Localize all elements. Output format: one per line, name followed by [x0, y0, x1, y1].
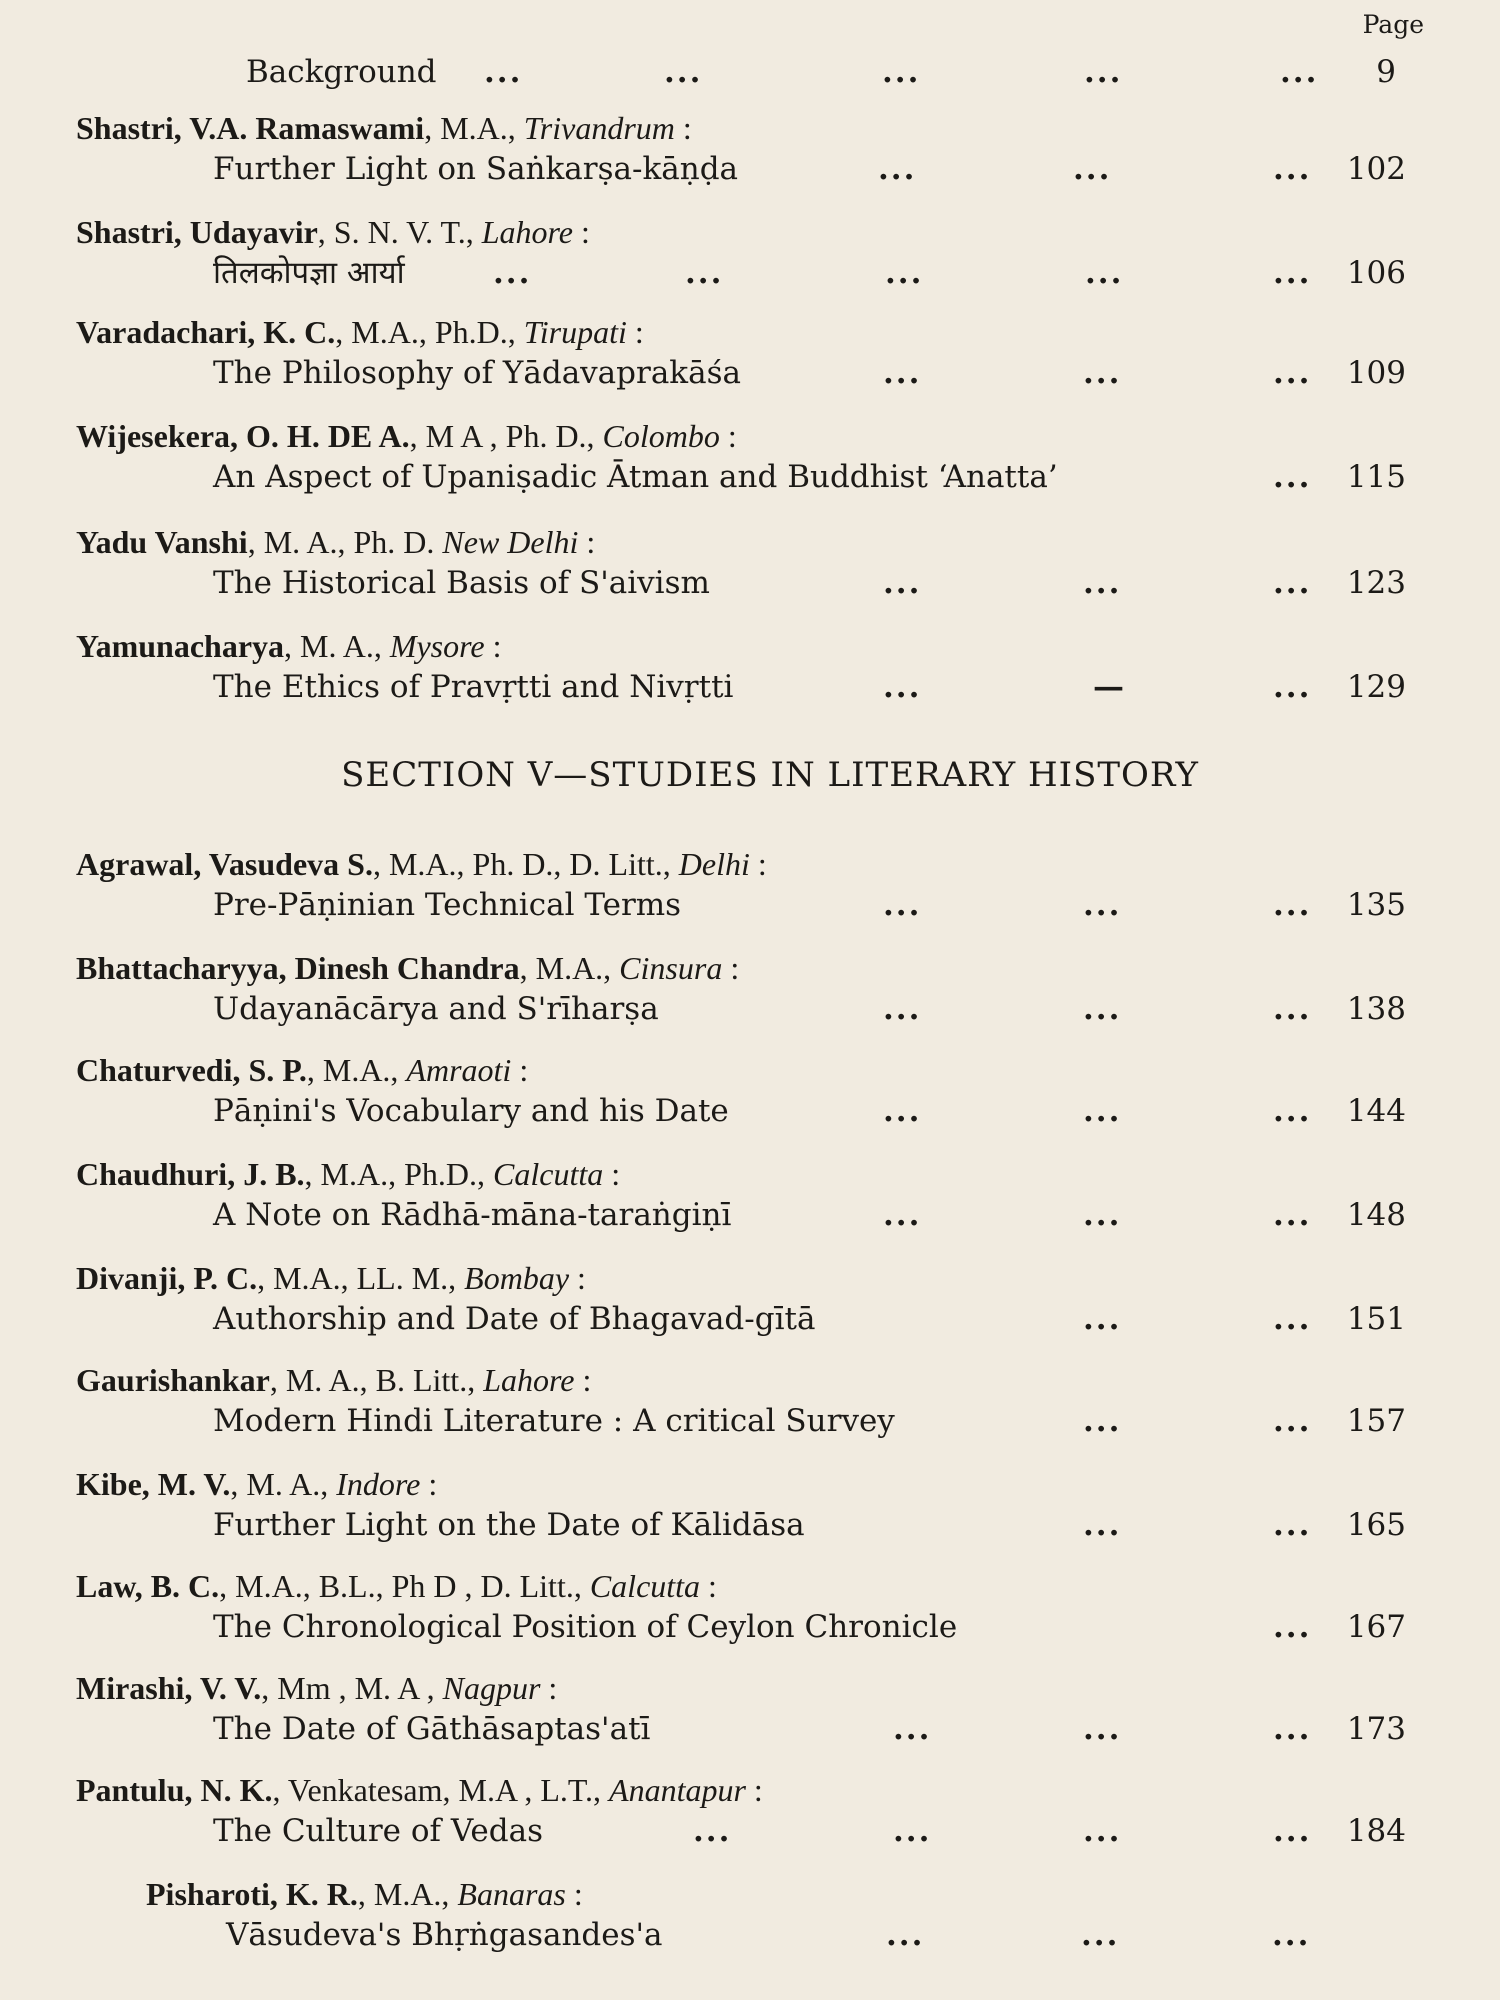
- leader-dots: ...: [883, 1197, 922, 1233]
- entry-title: The Culture of Vedas: [213, 1813, 543, 1849]
- author-qualifications: , S. N. V. T.,: [317, 214, 482, 250]
- author-line: Kibe, M. V., M. A., Indore :: [76, 1466, 438, 1502]
- leader-dots: ...: [693, 1813, 732, 1849]
- leader-dots: ...: [1273, 1609, 1312, 1645]
- author-line: Shastri, V.A. Ramaswami, M.A., Trivandrum :: [76, 110, 692, 146]
- author-line: Mirashi, V. V., Mm , M. A , Nagpur :: [76, 1670, 558, 1706]
- author-qualifications: , M. A., Ph. D.: [247, 524, 443, 560]
- page-number: 165: [1346, 1507, 1406, 1543]
- author-line: Gaurishankar, M. A., B. Litt., Lahore :: [76, 1362, 592, 1398]
- leader-dots: ...: [664, 54, 703, 90]
- author-line: Law, B. C., M.A., B.L., Ph D , D. Litt., Calcutta :: [76, 1568, 717, 1604]
- leader-dots: ...: [1083, 1093, 1122, 1129]
- page-column-label: Page: [1362, 10, 1424, 39]
- leader-dots: ...: [882, 54, 921, 90]
- section-heading: SECTION V—STUDIES IN LITERARY HISTORY: [341, 755, 1199, 795]
- toc-entry-background[interactable]: [246, 52, 1396, 92]
- entry-title: तिलकोपज्ञा आर्या: [213, 255, 405, 291]
- entry-title: A Note on Rādhā-māna-taraṅgiṇī: [213, 1197, 732, 1233]
- author-place: Tirupati: [523, 314, 627, 350]
- page-number: 173: [1346, 1711, 1406, 1747]
- author-place: Lahore: [483, 1362, 575, 1398]
- leader-dots: ...: [878, 151, 917, 187]
- toc-entry[interactable]: [76, 1668, 1406, 1750]
- leader-dots: ...: [883, 1093, 922, 1129]
- author-line: Divanji, P. C., M.A., LL. M., Bombay :: [76, 1260, 586, 1296]
- entry-title: Authorship and Date of Bhagavad-gītā: [213, 1301, 816, 1337]
- entry-title: The Ethics of Pravṛtti and Nivṛtti: [213, 669, 734, 705]
- author-name: Pisharoti, K. R.: [146, 1876, 358, 1912]
- page-number: 123: [1346, 565, 1406, 601]
- toc-entry[interactable]: [76, 1050, 1406, 1132]
- author-name: Mirashi, V. V.: [76, 1670, 262, 1706]
- entry-title: Modern Hindi Literature : A critical Survey: [213, 1403, 895, 1439]
- toc-entry[interactable]: [76, 1464, 1406, 1546]
- author-qualifications: , Venkatesam, M.A , L.T.,: [272, 1772, 610, 1808]
- toc-entry[interactable]: [76, 108, 1406, 190]
- page-number: 184: [1346, 1813, 1406, 1849]
- leader-dots: ...: [1273, 459, 1312, 495]
- entry-title: Further Light on the Date of Kālidāsa: [213, 1507, 805, 1543]
- author-place: Anantapur: [609, 1772, 746, 1808]
- author-name: Kibe, M. V.: [76, 1466, 231, 1502]
- author-qualifications: , M.A.,: [306, 1052, 407, 1088]
- entry-title: The Philosophy of Yādavaprakāśa: [213, 355, 741, 391]
- leader-dots: ...: [1273, 991, 1312, 1027]
- leader-dots: ...: [883, 887, 922, 923]
- page-number: 151: [1346, 1301, 1406, 1337]
- author-line: Shastri, Udayavir, S. N. V. T., Lahore :: [76, 214, 590, 250]
- author-qualifications: , M A , Ph. D.,: [409, 418, 603, 454]
- toc-entry[interactable]: [76, 312, 1406, 394]
- author-name: Gaurishankar: [76, 1362, 270, 1398]
- leader-dots: ...: [1280, 54, 1319, 90]
- entry-title: Udayanācārya and S'rīharṣa: [213, 991, 659, 1027]
- leader-dots: ...: [885, 255, 924, 291]
- author-qualifications: , M. A.,: [230, 1466, 337, 1502]
- author-name: Pantulu, N. K.: [76, 1772, 273, 1808]
- leader-dots: ...: [1083, 1403, 1122, 1439]
- entry-title: The Chronological Position of Ceylon Chronicle: [213, 1609, 958, 1645]
- author-place: Indore: [336, 1466, 421, 1502]
- author-qualifications: , Mm , M. A ,: [261, 1670, 443, 1706]
- leader-dots: ...: [1073, 151, 1112, 187]
- page-number: 106: [1346, 255, 1406, 291]
- page-number: 138: [1346, 991, 1406, 1027]
- leader-dots: ...: [1085, 255, 1124, 291]
- leader-dots: ...: [1083, 1301, 1122, 1337]
- leader-dots: ...: [1273, 669, 1312, 705]
- leader-dots: ...: [1084, 54, 1123, 90]
- author-qualifications: , M.A., Ph.D.,: [335, 314, 524, 350]
- author-line: Chaturvedi, S. P., M.A., Amraoti :: [76, 1052, 529, 1088]
- page-number: 115: [1346, 459, 1406, 495]
- author-place: Trivandrum: [523, 110, 675, 146]
- author-place: Delhi: [678, 846, 750, 882]
- leader-dots: ...: [685, 255, 724, 291]
- author-line: Yadu Vanshi, M. A., Ph. D. New Delhi :: [76, 524, 596, 560]
- author-place: Bombay: [464, 1260, 570, 1296]
- author-qualifications: , M.A.,: [519, 950, 620, 986]
- leader-dots: ...: [493, 255, 532, 291]
- author-name: Varadachari, K. C.: [76, 314, 336, 350]
- leader-dots: ...: [1273, 1813, 1312, 1849]
- toc-entry[interactable]: [76, 522, 1406, 604]
- author-line: Varadachari, K. C., M.A., Ph.D., Tirupati :: [76, 314, 644, 350]
- author-line: Yamunacharya, M. A., Mysore :: [76, 628, 502, 664]
- author-line: Agrawal, Vasudeva S., M.A., Ph. D., D. Litt., Delhi :: [76, 846, 767, 882]
- page-number: 129: [1346, 669, 1406, 705]
- entry-title: An Aspect of Upaniṣadic Ātman and Buddhist ‘Anatta’: [213, 459, 1058, 495]
- toc-entry[interactable]: [76, 1566, 1406, 1648]
- author-place: Banaras: [457, 1876, 566, 1912]
- toc-entry[interactable]: [76, 212, 1406, 294]
- leader-dots: ...: [1273, 151, 1312, 187]
- author-name: Yamunacharya: [76, 628, 285, 664]
- leader-dots: ...: [893, 1813, 932, 1849]
- author-name: Law, B. C.: [76, 1568, 220, 1604]
- page-number: 157: [1346, 1403, 1406, 1439]
- leader-dots: ...: [883, 565, 922, 601]
- leader-dots: ...: [484, 54, 523, 90]
- leader-dots: ...: [883, 991, 922, 1027]
- leader-dots: ...: [1273, 565, 1312, 601]
- author-place: Amraoti: [406, 1052, 512, 1088]
- author-qualifications: , M.A.,: [357, 1876, 458, 1912]
- leader-dots: ...: [1273, 355, 1312, 391]
- author-qualifications: , M.A., Ph. D., D. Litt.,: [372, 846, 679, 882]
- leader-dots: ...: [1083, 565, 1122, 601]
- leader-dots: ...: [1273, 1197, 1312, 1233]
- toc-entry[interactable]: [76, 1360, 1406, 1442]
- leader-dots: ...: [1273, 255, 1312, 291]
- toc-entry[interactable]: [76, 1770, 1406, 1852]
- author-name: Yadu Vanshi: [76, 524, 248, 560]
- author-line: Wijesekera, O. H. DE A., M A , Ph. D., Colombo :: [76, 418, 737, 454]
- leader-dots: ...: [1083, 991, 1122, 1027]
- toc-entry[interactable]: [76, 1258, 1406, 1340]
- author-place: Colombo: [602, 418, 720, 454]
- author-place: Nagpur: [442, 1670, 541, 1706]
- author-place: Mysore: [389, 628, 485, 664]
- leader-dots: ...: [1083, 1507, 1122, 1543]
- author-qualifications: , M. A., B. Litt.,: [269, 1362, 484, 1398]
- author-qualifications: , M.A., LL. M.,: [257, 1260, 465, 1296]
- entry-title: The Date of Gāthāsaptas'atī: [213, 1711, 651, 1747]
- leader-dots: ...: [893, 1711, 932, 1747]
- author-line: Pantulu, N. K., Venkatesam, M.A , L.T., Anantapur :: [76, 1772, 763, 1808]
- author-name: Wijesekera, O. H. DE A.: [76, 418, 410, 454]
- leader-dots: ...: [1273, 1403, 1312, 1439]
- leader-dots: ...: [1083, 355, 1122, 391]
- page-number: 167: [1346, 1609, 1406, 1645]
- leader-dots: ...: [886, 1917, 925, 1953]
- author-name: Chaturvedi, S. P.: [76, 1052, 307, 1088]
- author-name: Agrawal, Vasudeva S.: [76, 846, 373, 882]
- leader-dots: ...: [1081, 1917, 1120, 1953]
- leader-dots: ...: [883, 669, 922, 705]
- entry-title: The Historical Basis of S'aivism: [213, 565, 710, 601]
- toc-entry[interactable]: [76, 1154, 1406, 1236]
- author-place: Calcutta: [589, 1568, 701, 1604]
- author-place: Cinsura: [619, 950, 723, 986]
- page-number: 135: [1346, 887, 1406, 923]
- leader-dots: ...: [1083, 887, 1122, 923]
- page-number: 102: [1346, 151, 1406, 187]
- author-name: Divanji, P. C.: [76, 1260, 258, 1296]
- leader-dots: ...: [1273, 1711, 1312, 1747]
- dash: —: [1093, 669, 1126, 705]
- page-number: 144: [1346, 1093, 1406, 1129]
- entry-title: Further Light on Saṅkarṣa-kāṇḍa: [213, 151, 739, 187]
- author-qualifications: , M. A.,: [284, 628, 390, 664]
- author-name: Chaudhuri, J. B.: [76, 1156, 305, 1192]
- author-line: Pisharoti, K. R., M.A., Banaras :: [146, 1876, 583, 1912]
- leader-dots: ...: [1272, 1917, 1311, 1953]
- entry-title: Vāsudeva's Bhṛṅgasandes'a: [226, 1917, 663, 1953]
- author-place: Lahore: [481, 214, 573, 250]
- author-qualifications: , M.A., B.L., Ph D , D. Litt.,: [219, 1568, 590, 1604]
- toc-entry[interactable]: [76, 948, 1406, 1030]
- toc-entry[interactable]: [76, 1874, 1406, 1956]
- author-line: Chaudhuri, J. B., M.A., Ph.D., Calcutta :: [76, 1156, 621, 1192]
- author-name: Bhattacharyya, Dinesh Chandra: [76, 950, 520, 986]
- leader-dots: ...: [1083, 1813, 1122, 1849]
- leader-dots: ...: [1273, 887, 1312, 923]
- leader-dots: ...: [1273, 1301, 1312, 1337]
- leader-dots: ...: [1083, 1711, 1122, 1747]
- leader-dots: ...: [1273, 1093, 1312, 1129]
- author-qualifications: , M.A., Ph.D.,: [304, 1156, 493, 1192]
- toc-entry[interactable]: [76, 626, 1406, 708]
- page-number: 148: [1346, 1197, 1406, 1233]
- leader-dots: ...: [883, 355, 922, 391]
- page-number: 9: [1376, 54, 1396, 90]
- entry-title: Pre-Pāṇinian Technical Terms: [213, 887, 682, 923]
- leader-dots: ...: [1273, 1507, 1312, 1543]
- page-number: 109: [1346, 355, 1406, 391]
- author-place: New Delhi: [442, 524, 579, 560]
- entry-title: Pāṇini's Vocabulary and his Date: [213, 1093, 729, 1129]
- author-name: Shastri, Udayavir: [76, 214, 318, 250]
- entry-title: Background: [246, 54, 437, 90]
- author-name: Shastri, V.A. Ramaswami: [76, 110, 425, 146]
- author-place: Calcutta: [493, 1156, 604, 1192]
- toc-entry[interactable]: [76, 844, 1406, 926]
- toc-entry[interactable]: [76, 416, 1406, 498]
- leader-dots: ...: [1083, 1197, 1122, 1233]
- author-line: Bhattacharyya, Dinesh Chandra, M.A., Cinsura :: [76, 950, 740, 986]
- author-qualifications: , M.A.,: [424, 110, 524, 146]
